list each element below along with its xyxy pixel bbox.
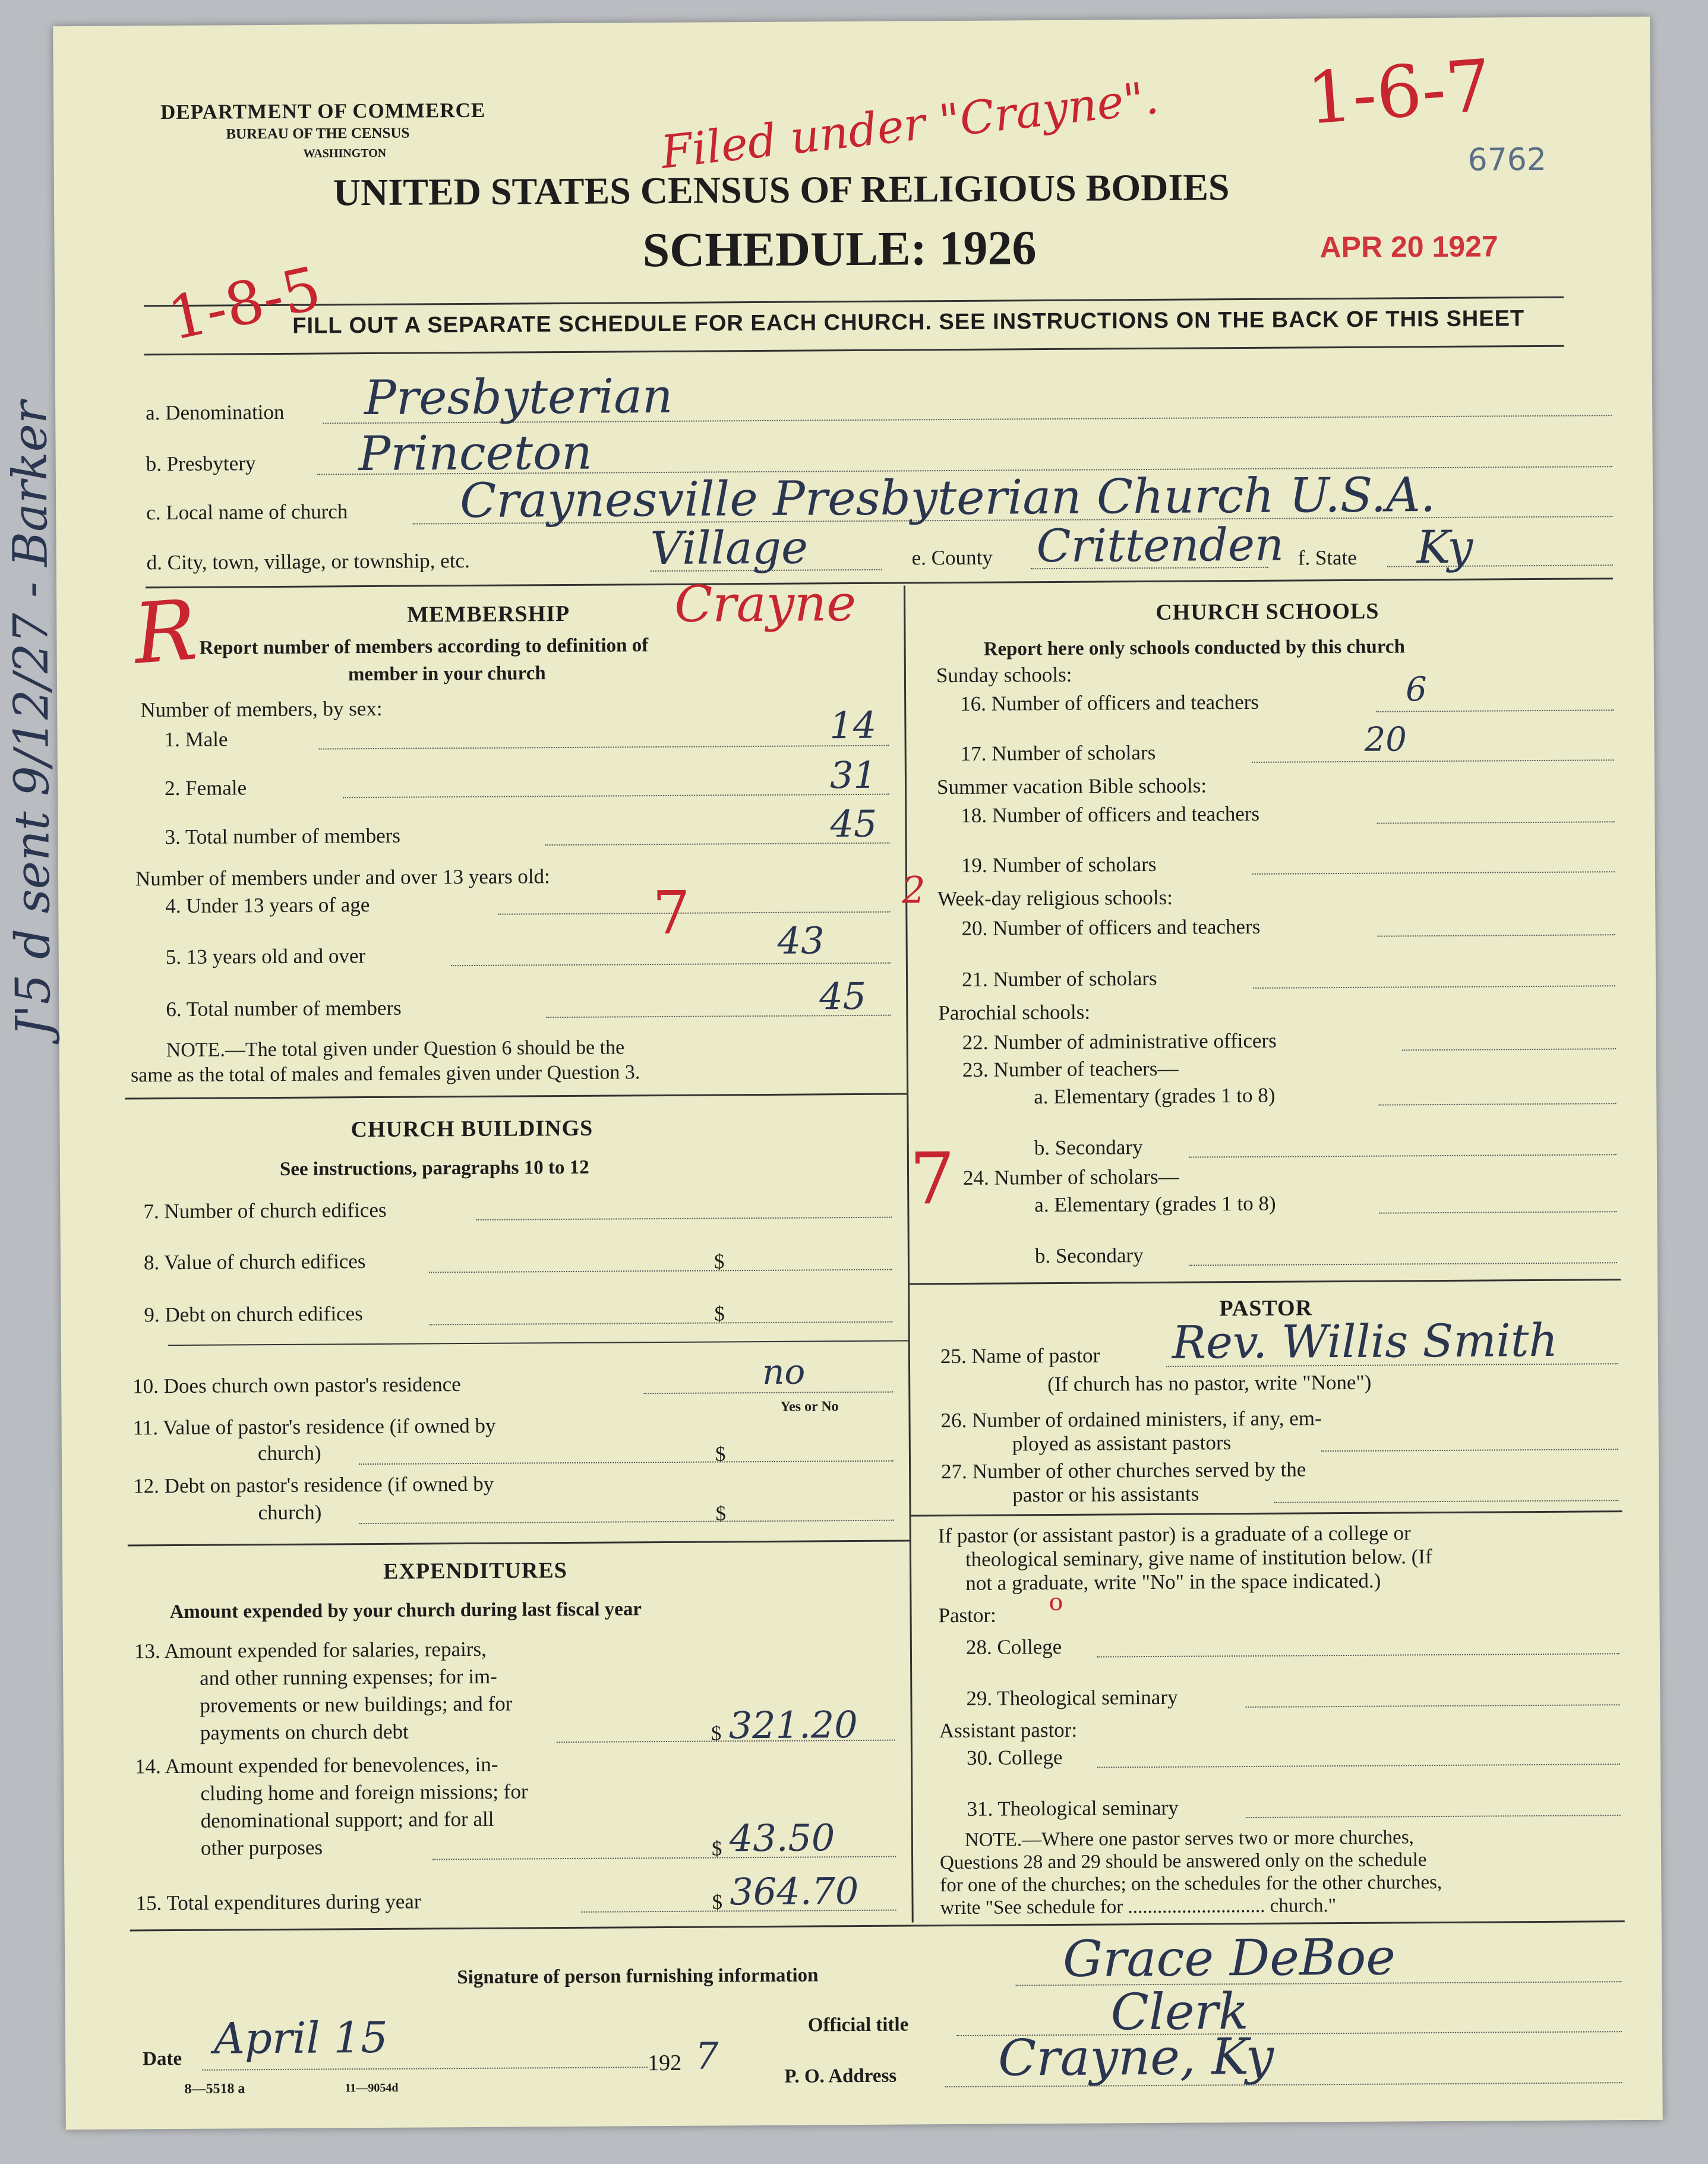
- signature-rule: [130, 1920, 1625, 1931]
- q13-label-3: provements or new buildings; and for: [200, 1692, 513, 1717]
- q25-label: 25. Name of pastor: [940, 1343, 1100, 1368]
- sent-note: J'5 d sent 9/12/27 - Barker: [2, 400, 61, 1037]
- q19-label: 19. Number of scholars: [961, 852, 1157, 877]
- buildings-heading: CHURCH BUILDINGS: [351, 1115, 593, 1143]
- q21-label: 21. Number of scholars: [961, 966, 1157, 991]
- q30-label: 30. College: [966, 1745, 1063, 1769]
- code-1-6-7: 1-6-7: [1304, 44, 1494, 141]
- pastor-note-1: NOTE.—Where one pastor serves two or more churches,: [964, 1827, 1414, 1851]
- dollar-sign: $: [711, 1721, 722, 1745]
- q25-value: Rev. Willis Smith: [1172, 1313, 1558, 1369]
- year-suffix: 7: [694, 2034, 719, 2078]
- washington-line: WASHINGTON: [303, 146, 387, 160]
- value-edifices-label: 8. Value of church edifices: [143, 1250, 366, 1275]
- membership-heading: MEMBERSHIP: [407, 601, 570, 627]
- buildings-rule-2: [168, 1340, 908, 1346]
- pastor-red-mark: o: [1049, 1588, 1063, 1617]
- file-number: 6762: [1467, 141, 1547, 178]
- q24-label: 24. Number of scholars—: [962, 1165, 1179, 1190]
- dollar-sign: $: [711, 1837, 722, 1860]
- female-label: 2. Female: [164, 776, 247, 800]
- debt-residence-label: 12. Debt on pastor's residence (if owned by: [133, 1472, 494, 1498]
- city-value: Village: [650, 521, 809, 575]
- denomination-label: a. Denomination: [146, 400, 285, 425]
- debt-residence-label-2: church): [258, 1500, 322, 1525]
- header-rule-bottom: [144, 345, 1564, 356]
- q15-value: 364.70: [730, 1869, 859, 1914]
- department-line: DEPARTMENT OF COMMERCE: [160, 98, 486, 124]
- signature-label: Signature of person furnishing information: [457, 1964, 819, 1989]
- q26-label-2: ployed as assistant pastors: [1012, 1431, 1232, 1456]
- pastor-sub-label: Pastor:: [938, 1603, 996, 1627]
- q13-value: 321.20: [728, 1703, 858, 1747]
- filed-under-note: Filed under "Crayne".: [658, 71, 1161, 179]
- date-label: Date: [143, 2048, 182, 2070]
- dollar-sign: $: [713, 1250, 725, 1273]
- q27-label: 27. Number of other churches served by the: [940, 1458, 1306, 1484]
- q23b-label: b. Secondary: [1034, 1135, 1143, 1160]
- bureau-line: BUREAU OF THE CENSUS: [226, 125, 410, 143]
- q15-label: 15. Total expenditures during year: [135, 1889, 421, 1915]
- pastor-heading: PASTOR: [1219, 1295, 1313, 1321]
- city-label: d. City, town, village, or township, etc.: [146, 548, 470, 575]
- membership-intro-2: member in your church: [348, 663, 546, 686]
- debt-edifices-label: 9. Debt on church edifices: [144, 1302, 363, 1327]
- yes-or-no-hint: Yes or No: [780, 1399, 839, 1415]
- q13-label-4: payments on church debt: [200, 1720, 409, 1745]
- dollar-sign: $: [715, 1442, 726, 1466]
- parochial-schools-label: Parochial schools:: [938, 1000, 1091, 1025]
- schools-subheading: Report here only schools conducted by this church: [983, 636, 1405, 660]
- q27-label-2: pastor or his assistants: [1012, 1482, 1199, 1507]
- q24a-label: a. Elementary (grades 1 to 8): [1034, 1191, 1276, 1217]
- q31-label: 31. Theological seminary: [967, 1796, 1179, 1821]
- q18-label: 18. Number of officers and teachers: [961, 802, 1260, 827]
- male-value: 14: [829, 703, 877, 747]
- edifices-label: 7. Number of church edifices: [143, 1198, 387, 1223]
- over-13-label: 5. 13 years old and over: [165, 944, 366, 969]
- membership-note-2: same as the total of males and females given under Question 3.: [130, 1061, 640, 1087]
- instructions-banner: FILL OUT A SEPARATE SCHEDULE FOR EACH CHURCH. SEE INSTRUCTIONS ON THE BACK OF THIS SHEET: [292, 306, 1525, 339]
- q14-label-4: other purposes: [200, 1835, 323, 1860]
- signature-value: Grace DeBoe: [1062, 1928, 1396, 1988]
- assistant-pastor-label: Assistant pastor:: [939, 1718, 1078, 1743]
- q14-label-1: 14. Amount expended for benevolences, in-: [134, 1752, 498, 1778]
- graduate-intro-2: theological seminary, give name of institution below. (If: [965, 1545, 1432, 1571]
- red-bracket-mark: 7: [909, 1138, 955, 1221]
- q13-label-2: and other running expenses; for im-: [200, 1664, 497, 1690]
- q28-label: 28. College: [965, 1635, 1062, 1659]
- q16-label: 16. Number of officers and teachers: [960, 690, 1259, 715]
- q26-label: 26. Number of ordained ministers, if any, em-: [940, 1406, 1322, 1433]
- pastor-note-2: Questions 28 and 29 should be answered only on the schedule: [940, 1849, 1427, 1874]
- weekday-schools-label: Week-day religious schools:: [937, 885, 1173, 911]
- q14-label-2: cluding home and foreign missions; for: [200, 1780, 528, 1805]
- county-value: Crittenden: [1036, 518, 1284, 573]
- column-divider: [904, 585, 914, 1922]
- date-value: April 15: [213, 2012, 389, 2064]
- total-members-6-label: 6. Total number of members: [166, 996, 402, 1021]
- q23-label: 23. Number of teachers—: [962, 1056, 1179, 1081]
- local-name-label: c. Local name of church: [146, 500, 348, 525]
- age-heading: Number of members under and over 13 years old:: [135, 865, 550, 891]
- expenditures-heading: EXPENDITURES: [383, 1558, 567, 1584]
- schools-heading: CHURCH SCHOOLS: [1155, 598, 1379, 625]
- form-title: UNITED STATES CENSUS OF RELIGIOUS BODIES: [333, 166, 1230, 214]
- r-mark: R: [130, 582, 200, 683]
- county-label: e. County: [911, 545, 993, 570]
- pastor-rule: [908, 1279, 1621, 1285]
- presbytery-label: b. Presbytery: [146, 452, 256, 476]
- under-13-label: 4. Under 13 years of age: [165, 893, 370, 918]
- state-value: Ky: [1416, 520, 1473, 574]
- value-residence-label-2: church): [257, 1441, 321, 1465]
- q25-hint: (If church has no pastor, write "None"): [1047, 1370, 1372, 1396]
- over-13-value: 43: [777, 919, 825, 963]
- denomination-value: Presbyterian: [364, 368, 673, 426]
- dollar-sign: $: [715, 1501, 727, 1525]
- state-label: f. State: [1297, 545, 1357, 570]
- under-13-value: 2: [901, 868, 926, 912]
- pastor-note-3: for one of the churches; on the schedules for the other churches,: [940, 1872, 1442, 1897]
- dollar-sign: $: [712, 1890, 723, 1914]
- po-address-label: P. O. Address: [784, 2065, 897, 2087]
- q20-label: 20. Number of officers and teachers: [961, 914, 1261, 940]
- census-form-sheet: [2, 17, 1663, 2130]
- expenditures-subheading: Amount expended by your church during last fiscal year: [169, 1598, 642, 1623]
- crayne-red-note: Crayne: [674, 574, 857, 633]
- sunday-schools-label: Sunday schools:: [936, 663, 1072, 687]
- graduate-rule: [910, 1510, 1622, 1516]
- print-number: 11—9054d: [345, 2081, 399, 2095]
- q22-label: 22. Number of administrative officers: [962, 1029, 1277, 1054]
- q29-label: 29. Theological seminary: [966, 1685, 1178, 1710]
- year-prefix: 192: [648, 2050, 682, 2076]
- q16-value: 6: [1405, 670, 1427, 709]
- q14-value: 43.50: [729, 1816, 835, 1860]
- male-label: 1. Male: [164, 727, 228, 752]
- official-title-value: Clerk: [1110, 1982, 1249, 2042]
- total-members-6-value: 45: [819, 974, 867, 1018]
- summer-schools-label: Summer vacation Bible schools:: [936, 774, 1207, 799]
- buildings-rule: [125, 1093, 907, 1099]
- membership-intro: Report number of members according to definition of: [199, 635, 649, 659]
- schedule-title: SCHEDULE: 1926: [642, 220, 1037, 277]
- dollar-sign: $: [714, 1302, 725, 1326]
- members-by-sex-label: Number of members, by sex:: [140, 696, 383, 722]
- code-1-8-5: 1-8-5: [162, 253, 327, 354]
- q23a-label: a. Elementary (grades 1 to 8): [1034, 1083, 1276, 1109]
- official-title-label: Official title: [807, 2014, 909, 2036]
- buildings-subheading: See instructions, paragraphs 10 to 12: [279, 1156, 589, 1180]
- presbytery-value: Princeton: [358, 424, 593, 482]
- po-address-value: Crayne, Ky: [997, 2027, 1274, 2087]
- section-rule: [146, 578, 1613, 588]
- graduate-intro-3: not a graduate, write "No" in the space indicated.): [965, 1569, 1381, 1595]
- q17-label: 17. Number of scholars: [960, 740, 1156, 765]
- expenditures-rule: [128, 1540, 910, 1546]
- q14-label-3: denominational support; and for all: [200, 1807, 494, 1832]
- pastor-residence-value: no: [762, 1351, 806, 1392]
- form-number: 8—5518 a: [184, 2081, 245, 2097]
- received-stamp: APR 20 1927: [1319, 229, 1498, 264]
- pastor-residence-label: 10. Does church own pastor's residence: [132, 1373, 461, 1398]
- q24b-label: b. Secondary: [1034, 1244, 1144, 1268]
- total-members-label: 3. Total number of members: [165, 824, 401, 849]
- over-13-red-marks: 7: [652, 878, 691, 948]
- q13-label-1: 13. Amount expended for salaries, repairs,: [134, 1637, 487, 1663]
- female-value: 31: [829, 753, 877, 797]
- value-residence-label: 11. Value of pastor's residence (if owned by: [132, 1414, 496, 1440]
- graduate-intro-1: If pastor (or assistant pastor) is a graduate of a college or: [937, 1521, 1411, 1548]
- total-members-value: 45: [830, 802, 877, 846]
- header-rule-top: [144, 296, 1564, 307]
- pastor-note-4: write "See schedule for ............................ church.": [940, 1895, 1337, 1919]
- q17-value: 20: [1364, 720, 1407, 759]
- local-name-value: Craynesville Presbyterian Church U.S.A.: [459, 467, 1436, 529]
- membership-note: NOTE.—The total given under Question 6 should be the: [166, 1036, 625, 1062]
